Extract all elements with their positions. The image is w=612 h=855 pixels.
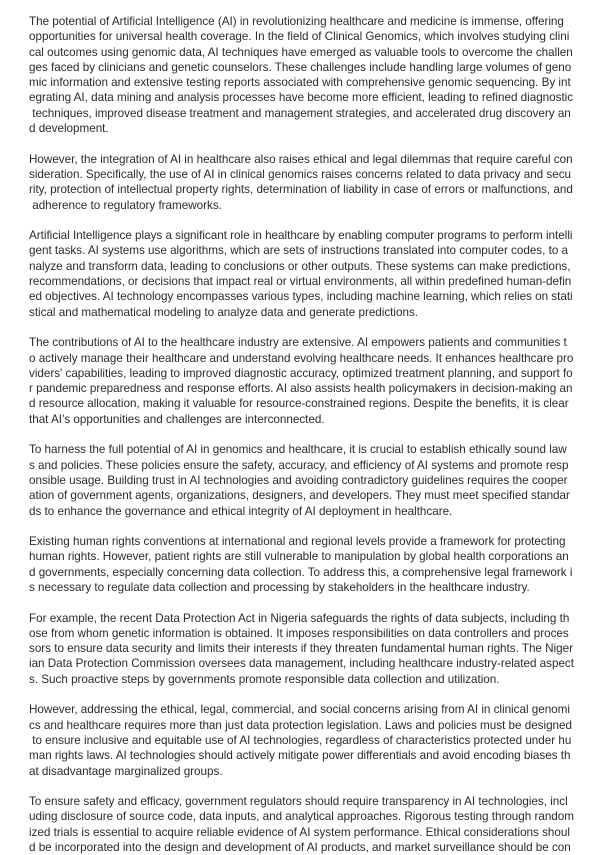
text-line: s and policies. These policies ensure the safety, accuracy, and efficiency of AI systems and promote resp	[29, 458, 569, 472]
text-line: ed objectives. AI technology encompasses various types, including machine learning, which relies on stati	[29, 290, 573, 304]
text-line: ation of government agents, organizations, designers, and developers. They must meet specified standar	[29, 489, 570, 503]
text-line: cs and healthcare requires more than just data protection legislation. Laws and policies must be designed	[29, 718, 572, 732]
text-line: The contributions of AI to the healthcare industry are extensive. AI empowers patients and communities t	[29, 336, 567, 350]
text-line: r pandemic preparedness and response efforts. AI also assists health policymakers in decision-making an	[29, 382, 573, 396]
text-line: recommendations, or decisions that impact real or virtual environments, all within predefined human-defin	[29, 275, 572, 289]
text-line: Artificial Intelligence plays a significant role in healthcare by enabling computer programs to perform intelli	[29, 229, 573, 243]
text-line: However, the integration of AI in healthcare also raises ethical and legal dilemmas that require careful con	[29, 152, 573, 166]
text-line: d resource allocation, making it valuable for resource-constrained regions. Despite the benefits, it is clear	[29, 397, 569, 411]
paragraph	[29, 794, 604, 855]
text-line: Existing human rights conventions at international and regional levels provide a framework for protecting	[29, 535, 566, 549]
text-line: viders' capabilities, leading to improved diagnostic accuracy, optimized treatment planning, and support fo	[29, 366, 573, 380]
text-line: To ensure safety and efficacy, government regulators should require transparency in AI technologies, incl	[29, 795, 568, 809]
text-line: For example, the recent Data Protection Act in Nigeria safeguards the rights of data subjects, including th	[29, 611, 570, 625]
text-line: d development.	[29, 122, 109, 136]
text-line: To harness the full potential of AI in genomics and healthcare, it is crucial to establish ethically sound law	[29, 443, 567, 457]
paragraph	[29, 335, 604, 427]
text-line: stical and mathematical modeling to analyze data and generate predictions.	[29, 305, 418, 319]
text-line: to ensure inclusive and equitable use of AI technologies, regardless of characteristics protected under hu	[29, 733, 572, 747]
paragraph	[29, 442, 604, 518]
text-line: human rights. However, patient rights are still vulnerable to manipulation by global health corporations an	[29, 550, 569, 564]
text-line: at disadvantage marginalized groups.	[29, 764, 223, 778]
paragraph	[29, 152, 604, 213]
document-text-body	[0, 14, 612, 855]
text-line: ose from whom genetic information is obtained. It imposes responsibilities on data controllers and proces	[29, 626, 569, 640]
text-line: ized trials is essential to acquire reliable evidence of AI system performance. Ethical considerations shoul	[29, 825, 570, 839]
text-line: However, addressing the ethical, legal, commercial, and social concerns arising from AI in clinical genomi	[29, 703, 570, 717]
text-line: s. Such proactive steps by governments promote responsible data collection and utilization.	[29, 672, 500, 686]
text-line: mic information and extensive testing reports associated with comprehensive genomic sequencing. By int	[29, 76, 571, 90]
text-line: techniques, improved disease treatment and management strategies, and accelerated drug discovery an	[29, 106, 571, 120]
paragraph	[29, 228, 604, 320]
paragraph	[29, 14, 604, 136]
text-line: adherence to regulatory frameworks.	[29, 198, 222, 212]
text-line: d be incorporated into the design and development of AI products, and market surveillance should be con	[29, 841, 571, 855]
text-line: cal outcomes using genomic data, AI techniques have emerged as valuable tools to overcome the challen	[29, 45, 573, 59]
text-line: ges faced by clinicians and genetic counselors. These challenges include handling large volumes of geno	[29, 60, 572, 74]
text-line: nalyze and transform data, leading to conclusions or other outputs. These systems can make predictions,	[29, 259, 571, 273]
text-line: o actively manage their healthcare and understand evolving healthcare needs. It enhances healthcare pro	[29, 351, 574, 365]
text-line: gent tasks. AI systems use algorithms, which are sets of instructions translated into computer codes, to a	[29, 244, 569, 258]
paragraph	[29, 534, 604, 595]
text-line: that AI’s opportunities and challenges are interconnected.	[29, 412, 325, 426]
paragraph	[29, 611, 604, 687]
text-line: d governments, especially concerning data collection. To address this, a comprehensive legal framework i	[29, 565, 573, 579]
text-line: egrating AI, data mining and analysis processes have become more efficient, leading to refined diagnostic	[29, 91, 574, 105]
text-line: sors to ensure data security and limits their interests if they threaten fundamental human rights. The Niger	[29, 642, 573, 656]
text-line: sideration. Specifically, the use of AI in clinical genomics raises concerns related to data privacy and secu	[29, 167, 572, 181]
text-line: opportunities for universal health coverage. In the field of Clinical Genomics, which involves studying clini	[29, 30, 570, 44]
text-line: s necessary to regulate data collection and processing by stakeholders in the healthcare industry.	[29, 580, 530, 594]
text-line: ian Data Protection Commission oversees data management, including healthcare industry-related aspect	[29, 657, 574, 671]
text-line: man rights laws. AI technologies should actively mitigate power differentials and avoid encoding biases th	[29, 749, 571, 763]
paragraph	[29, 702, 604, 778]
text-line: ds to enhance the governance and ethical integrity of AI deployment in healthcare.	[29, 504, 453, 518]
text-line: onsible usage. Building trust in AI technologies and avoiding contradictory guidelines requires the cooper	[29, 473, 568, 487]
text-line: The potential of Artificial Intelligence (AI) in revolutionizing healthcare and medicine is immense, offering	[29, 15, 564, 28]
text-line: rity, protection of intellectual property rights, determination of liability in case of errors or malfunctions, and	[29, 183, 573, 197]
text-line: uding disclosure of source code, data inputs, and analytical approaches. Rigorous testing through random	[29, 810, 574, 824]
